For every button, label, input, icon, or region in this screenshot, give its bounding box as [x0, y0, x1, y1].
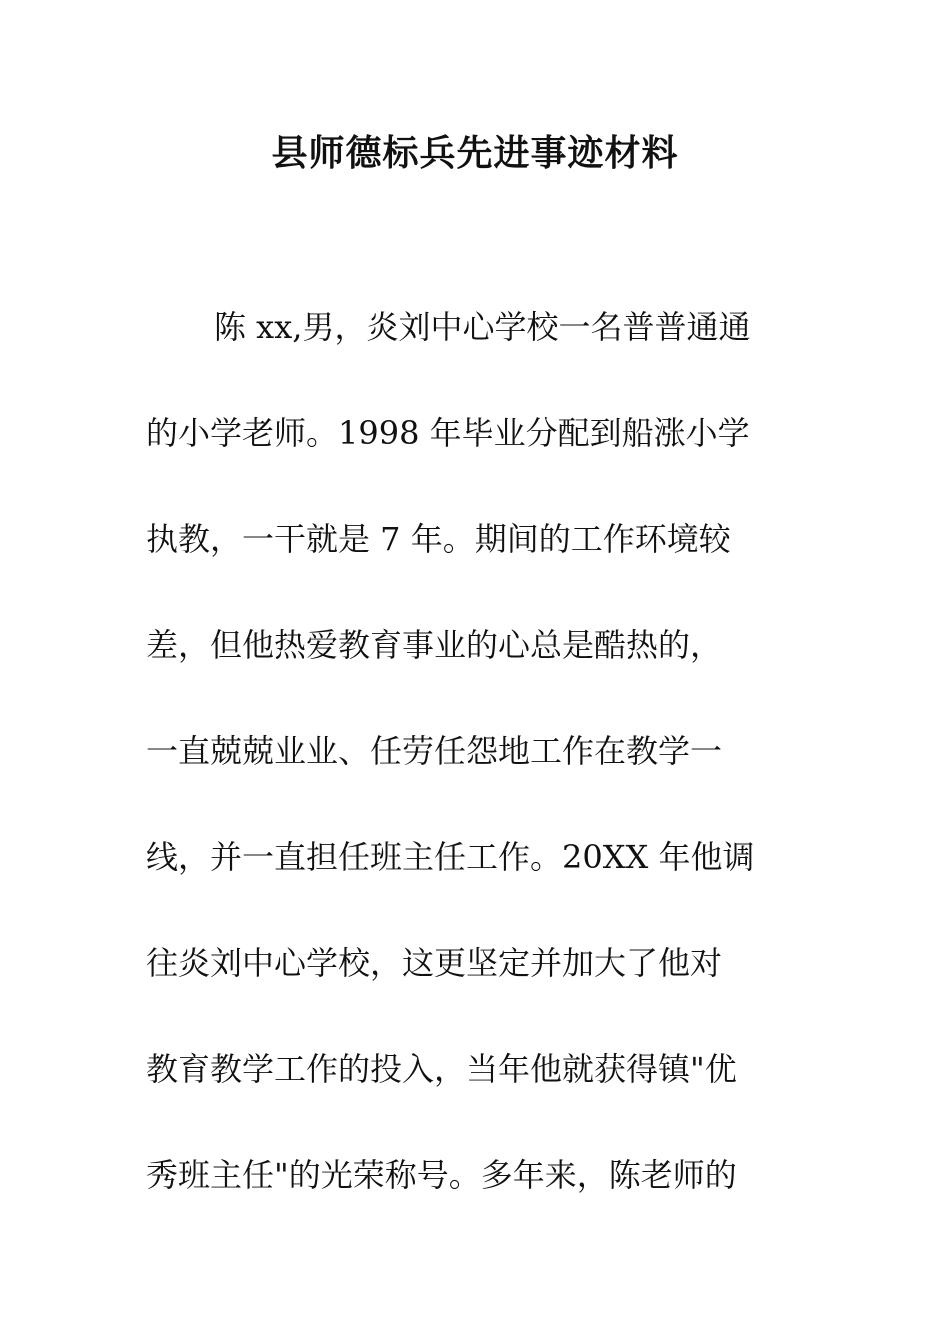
text-line: 陈 xx,男，炎刘中心学校一名普普通通: [214, 308, 751, 346]
document-title: 县师德标兵先进事迹材料: [271, 133, 679, 174]
text-line: 线，并一直担任班主任工作。20XX 年他调: [146, 838, 755, 876]
text-line: 的小学老师。1998 年毕业分配到船涨小学: [146, 414, 750, 452]
text-line: 教育教学工作的投入，当年他就获得镇"优: [146, 1050, 737, 1088]
text-line: 差，但他热爱教育事业的心总是酷热的，: [146, 626, 723, 664]
text-line: 一直兢兢业业、任劳任怨地工作在教学一: [146, 732, 723, 770]
text-line: 秀班主任"的光荣称号。多年来，陈老师的: [146, 1156, 737, 1194]
document-body: [146, 300, 806, 1254]
text-line: 往炎刘中心学校，这更坚定并加大了他对: [146, 944, 723, 982]
text-line: 执教，一干就是 7 年。期间的工作环境较: [146, 520, 731, 558]
